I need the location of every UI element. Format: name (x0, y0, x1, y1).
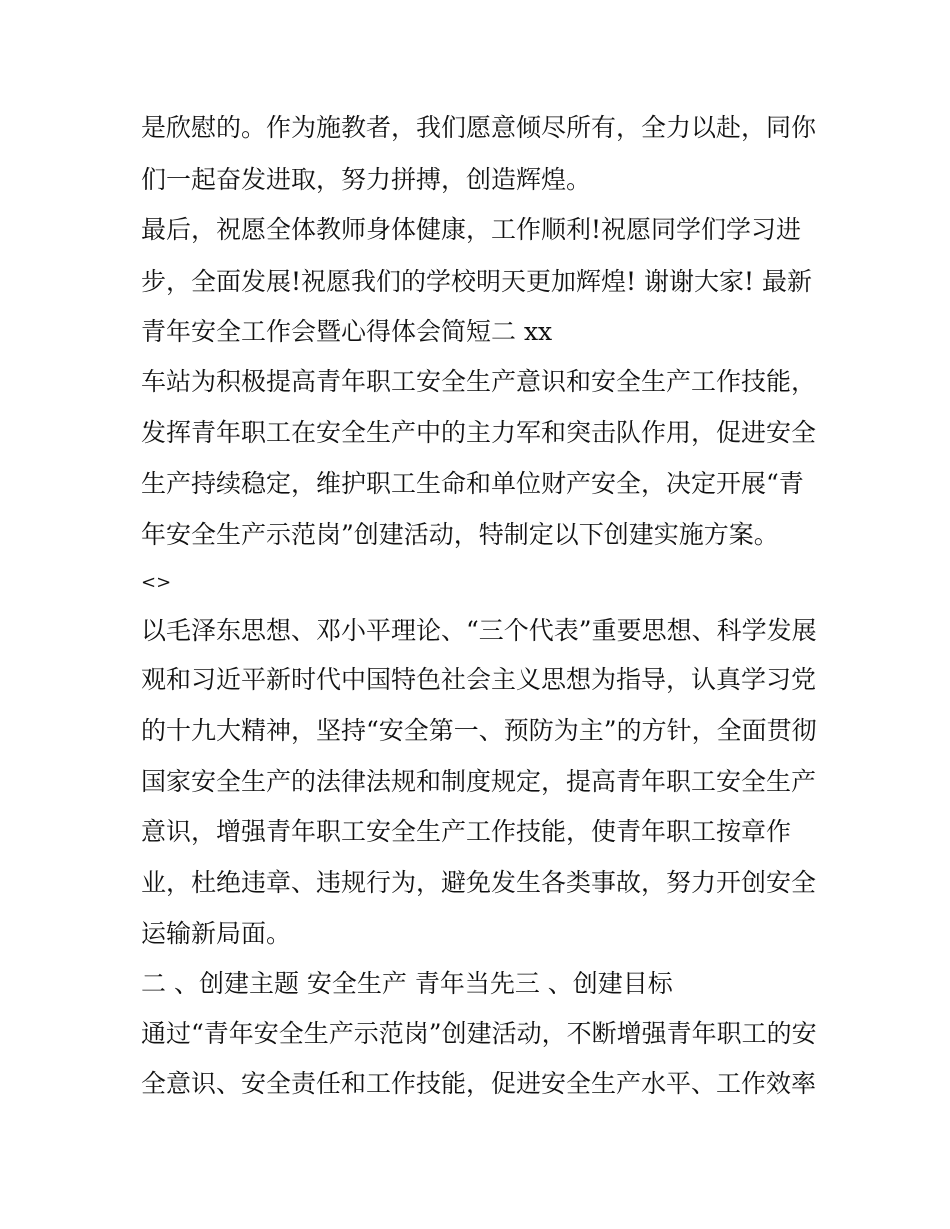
text-line-19: 通过“青年安全生产示范岗”创建活动，不断增强青年职工的安 (141, 1019, 817, 1048)
text-line-12: 观和习近平新时代中国特色社会主义思想为指导，认真学习党 (141, 665, 817, 694)
section-heading-line: 二 、创建主题 安全生产 青年当先三 、创建目标 (141, 969, 673, 998)
text-line-7: 发挥青年职工在安全生产中的主力军和突击队作用，促进安全 (141, 418, 817, 447)
text-line-8: 生产持续稳定，维护职工生命和单位财产安全，决定开展“青 (141, 469, 804, 498)
text-line-17: 运输新局面。 (141, 919, 292, 948)
text-line-16: 业，杜绝违章、违规行为，避免发生各类事故，努力开创安全 (141, 868, 817, 897)
text-line-11: 以毛泽东思想、邓小平理论、“三个代表”重要思想、科学发展 (141, 616, 817, 645)
text-line-3: 最后，祝愿全体教师身体健康，工作顺利!祝愿同学们学习进 (141, 215, 802, 244)
text-line-20: 全意识、安全责任和工作技能，促进安全生产水平、工作效率 (141, 1069, 817, 1098)
text-line-6: 车站为积极提高青年职工安全生产意识和安全生产工作技能， (141, 367, 817, 396)
text-line-9: 年安全生产示范岗”创建活动，特制定以下创建实施方案。 (141, 520, 779, 549)
text-line-13: 的十九大精神，坚持“安全第一、预防为主”的方针，全面贯彻 (141, 716, 817, 745)
text-line-14: 国家安全生产的法律法规和制度规定，提高青年职工安全生产 (141, 767, 817, 796)
text-line-2: 们一起奋发进取，努力拼搏，创造辉煌。 (141, 165, 592, 194)
text-line-1: 是欣慰的。作为施教者，我们愿意倾尽所有，全力以赴，同你 (141, 113, 817, 142)
text-line-15: 意识，增强青年职工安全生产工作技能，使青年职工按章作 (141, 817, 792, 846)
angle-bracket-placeholder: <> (141, 572, 172, 593)
text-line-4: 步，全面发展!祝愿我们的学校明天更加辉煌! 谢谢大家! 最新 (141, 267, 813, 296)
heading-line: 青年安全工作会暨心得体会简短二 xx (141, 317, 553, 346)
